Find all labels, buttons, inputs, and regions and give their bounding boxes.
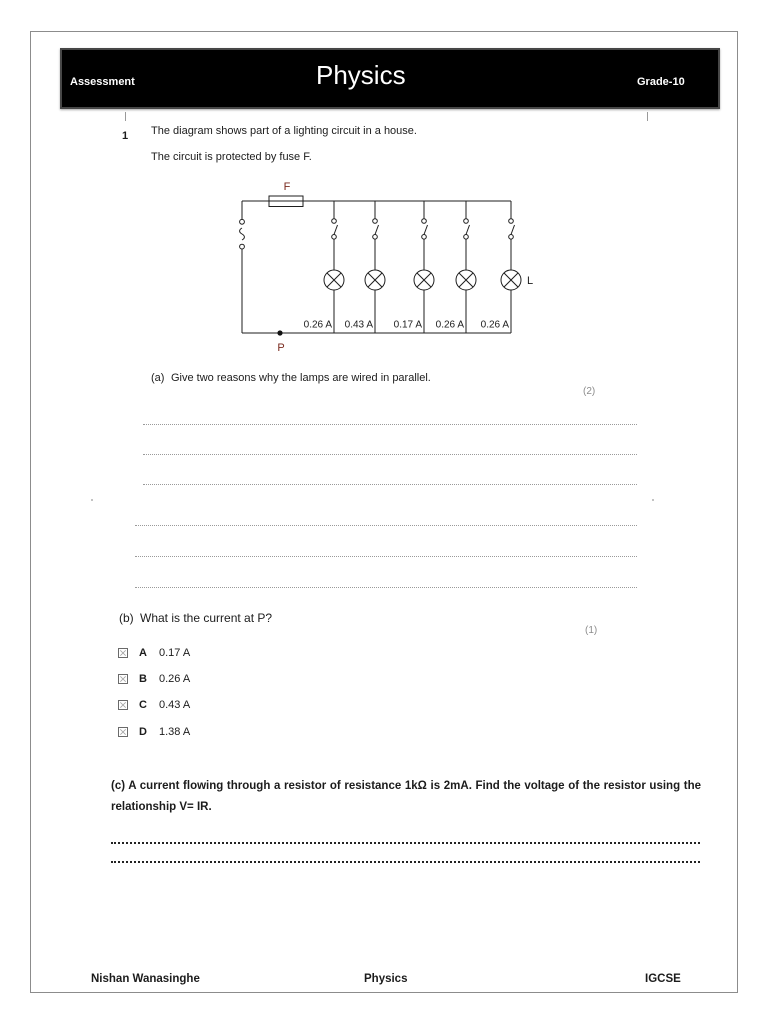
- intro-line: The diagram shows part of a lighting circuit in a house.: [151, 125, 417, 137]
- current-label: 0.17 A: [393, 319, 422, 331]
- checkbox-cross: [120, 676, 125, 681]
- option-value: 0.26 A: [159, 673, 191, 685]
- footer-level: IGCSE: [645, 973, 681, 985]
- option-letter: A: [139, 647, 147, 659]
- supply-tilde: [240, 228, 245, 240]
- switch-contact: [509, 219, 514, 224]
- option-letter: B: [139, 673, 147, 685]
- point-label: P: [277, 342, 285, 354]
- lamp-branch-1: [324, 201, 344, 333]
- switch-blade: [424, 225, 428, 235]
- switch-contact: [422, 235, 427, 240]
- part-b-label: (b): [119, 611, 134, 625]
- answer-line: [111, 842, 700, 844]
- margin-dot-right: [652, 499, 654, 501]
- answer-line: [135, 587, 637, 588]
- checkbox-icon[interactable]: [117, 726, 129, 738]
- answer-line: [143, 454, 637, 455]
- switch-contact: [509, 235, 514, 240]
- answer-line: [143, 424, 637, 425]
- margin-tick-left: [125, 112, 126, 121]
- option-letter: D: [139, 726, 147, 738]
- switch-contact: [464, 235, 469, 240]
- answer-line: [143, 484, 637, 485]
- current-label: 0.26 A: [435, 319, 464, 331]
- margin-tick-right: [647, 112, 648, 121]
- circuit-diagram: [225, 175, 550, 360]
- lamp-branch-2: [365, 201, 385, 333]
- lamp-branch-4: [456, 201, 476, 333]
- question-number: 1: [122, 130, 129, 142]
- current-label: 0.26 A: [303, 319, 332, 331]
- answer-line: [135, 525, 637, 526]
- lamp-branch-5: [501, 201, 521, 333]
- part-c-prompt: (c) A current flowing through a resistor of resistance 1kΩ is 2mA. Find the voltage of the resistor using the relationship V= IR.: [111, 780, 701, 813]
- switch-contact: [332, 219, 337, 224]
- header-assessment-label: Assessment: [70, 76, 135, 88]
- switch-blade: [334, 225, 338, 235]
- footer-author: Nishan Wanasinghe: [91, 973, 200, 985]
- intro-line: The circuit is protected by fuse F.: [151, 151, 312, 163]
- part-b-prompt: What is the current at P?: [140, 611, 273, 625]
- option-d-row[interactable]: [117, 725, 207, 739]
- option-letter: C: [139, 699, 147, 711]
- lamp-branch-3: [414, 201, 434, 333]
- switch-contact: [464, 219, 469, 224]
- part-a-prompt: Give two reasons why the lamps are wired in parallel.: [171, 372, 431, 384]
- header-bar: [60, 48, 720, 109]
- fuse-label: F: [283, 181, 291, 193]
- checkbox-cross: [120, 729, 125, 734]
- option-value: 1.38 A: [159, 726, 191, 738]
- supply-terminal: [240, 219, 245, 224]
- switch-blade: [466, 225, 470, 235]
- switch-blade: [511, 225, 515, 235]
- lamp-label: L: [527, 275, 534, 287]
- part-a-label: (a): [151, 372, 165, 384]
- checkbox-cross: [120, 702, 125, 707]
- current-label: 0.43 A: [344, 319, 373, 331]
- switch-blade: [375, 225, 379, 235]
- checkbox-icon[interactable]: [117, 647, 129, 659]
- switch-contact: [373, 235, 378, 240]
- current-label: 0.26 A: [480, 319, 509, 331]
- part-b-marks: (1): [585, 625, 598, 636]
- option-b-row[interactable]: [117, 672, 207, 686]
- option-value: 0.43 A: [159, 699, 191, 711]
- switch-contact: [332, 235, 337, 240]
- header-title: Physics: [316, 60, 406, 90]
- answer-line: [135, 556, 637, 557]
- junction-point-p: [277, 330, 282, 335]
- header-grade-label: Grade-10: [637, 76, 685, 88]
- footer-subject: Physics: [364, 973, 408, 985]
- answer-line: [111, 861, 700, 863]
- part-a-marks: (2): [583, 386, 596, 397]
- supply-terminal: [240, 244, 245, 249]
- option-value: 0.17 A: [159, 647, 191, 659]
- switch-contact: [422, 219, 427, 224]
- switch-contact: [373, 219, 378, 224]
- margin-dot-left: [91, 499, 93, 501]
- ac-supply-symbol: [240, 201, 245, 333]
- checkbox-icon[interactable]: [117, 699, 129, 711]
- checkbox-cross: [120, 650, 125, 655]
- option-a-row[interactable]: [117, 646, 207, 660]
- option-c-row[interactable]: [117, 698, 207, 712]
- checkbox-icon[interactable]: [117, 673, 129, 685]
